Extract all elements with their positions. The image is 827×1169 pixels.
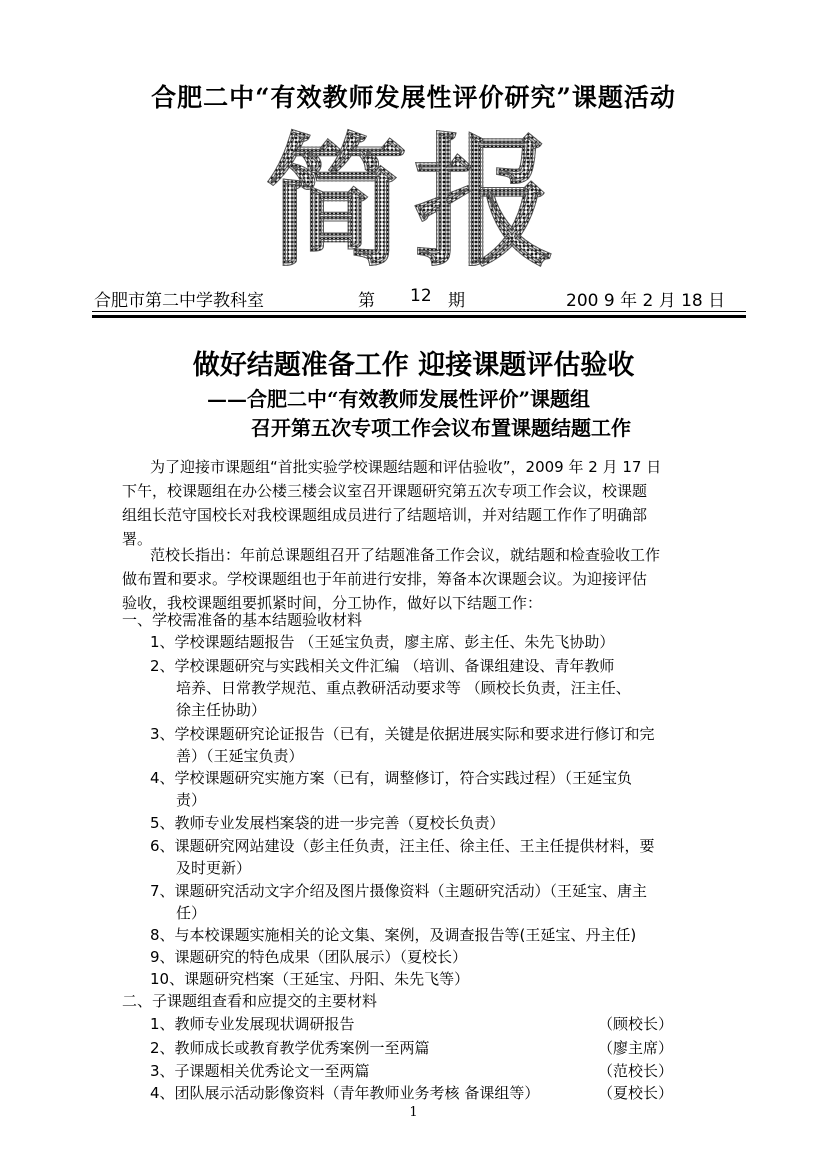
para2-line: 范校长指出：年前总课题组召开了结题准备工作会议，就结题和检查验收工作 (150, 546, 661, 564)
issue-prefix: 第 (358, 291, 375, 311)
section1-item: 7、课题研究活动文字介绍及图片摄像资料（主题研究活动）（王延宝、唐主 (150, 882, 648, 900)
header-rule-thick (92, 315, 746, 318)
section2-item: 2、教师成长或教育教学优秀案例一至两篇 (150, 1039, 430, 1057)
para2-line: 做布置和要求。学校课题组也于年前进行安排，筹备本次课题会议。为迎接评估 (122, 570, 648, 588)
section1-item: 10、课题研究档案（王延宝、丹阳、朱先飞等） (150, 970, 470, 988)
section1-item: 4、学校课题研究实施方案（已有，调整修订，符合实践过程）（王延宝负 (150, 769, 633, 787)
para1-line: 组组长范守国校长对我校课题组成员进行了结题培训，并对结题工作作了明确部 (122, 506, 648, 524)
section1-item: 6、课题研究网站建设（彭主任负责，汪主任、徐主任、王主任提供材料，要 (150, 837, 655, 855)
section1-item-cont: 任） (176, 904, 207, 922)
article-subtitle-line1: ——合肥二中“有效教师发展性评价”课题组 (207, 387, 591, 411)
section1-item: 2、学校课题研究与实践相关文件汇编 （培训、备课组建设、青年教师 (150, 657, 615, 675)
section1-item-cont: 责） (176, 791, 207, 809)
issuer: 合肥市第二中学教科室 (94, 291, 264, 311)
section2-item-owner: （顾校长） (598, 1015, 674, 1033)
section2-item: 4、团队展示活动影像资料（青年教师业务考核 备课组等） (150, 1084, 540, 1102)
section1-item: 3、学校课题研究论证报告（已有，关键是依据进展实际和要求进行修订和完 (150, 725, 655, 743)
section1-item: 8、与本校课题实施相关的论文集、案例，及调查报告等(王延宝、丹主任) (150, 926, 637, 944)
section2-item: 1、教师专业发展现状调研报告 (150, 1015, 355, 1033)
report-series-title: 合肥二中“有效教师发展性评价研究”课题活动 (151, 83, 676, 112)
masthead-text: 简报 (265, 120, 562, 286)
section2-item-owner: （夏校长） (598, 1084, 674, 1102)
section1-item-cont: 徐主任协助） (176, 701, 267, 719)
section2-item-owner: （范校长） (598, 1062, 674, 1080)
section1-item: 1、学校课题结题报告 （王延宝负责，廖主席、彭主任、朱先飞协助） (150, 633, 615, 651)
header-rule-thin (92, 311, 746, 312)
issue-date: 200 9 年 2 月 18 日 (566, 291, 726, 311)
para1-line: 下午，校课题组在办公楼三楼会议室召开课题研究第五次专项工作会议，校课题 (122, 482, 648, 500)
section1-item-cont: 培养、日常教学规范、重点教研活动要求等 （顾校长负责，汪主任、 (176, 679, 631, 697)
article-headline: 做好结题准备工作 迎接课题评估验收 (192, 350, 635, 381)
para1-line: 为了迎接市课题组“首批实验学校课题结题和评估验收”，2009 年 2 月 17 日 (150, 458, 662, 476)
section2-item: 3、子课题相关优秀论文一至两篇 (150, 1062, 370, 1080)
article-subtitle-line2: 召开第五次专项工作会议布置课题结题工作 (251, 416, 631, 440)
section1-heading: 一、学校需准备的基本结题验收材料 (122, 611, 363, 629)
para1-line: 署。 (122, 530, 153, 548)
section1-item: 5、教师专业发展档案袋的进一步完善（夏校长负责） (150, 814, 505, 832)
section1-item: 9、课题研究的特色成果（团队展示）（夏校长） (150, 948, 468, 966)
masthead-title (0, 120, 827, 286)
section2-item-owner: （廖主席） (598, 1039, 674, 1057)
issue-number: 12 (410, 286, 432, 306)
para2-line: 验收，我校课题组要抓紧时间，分工协作，做好以下结题工作： (122, 594, 543, 612)
issue-suffix: 期 (448, 291, 465, 311)
section1-item-cont: 及时更新） (176, 859, 252, 877)
page-number: 1 (409, 1105, 418, 1120)
section1-item-cont: 善）（王延宝负责） (176, 747, 304, 765)
section2-heading: 二、子课题组查看和应提交的主要材料 (122, 992, 378, 1010)
